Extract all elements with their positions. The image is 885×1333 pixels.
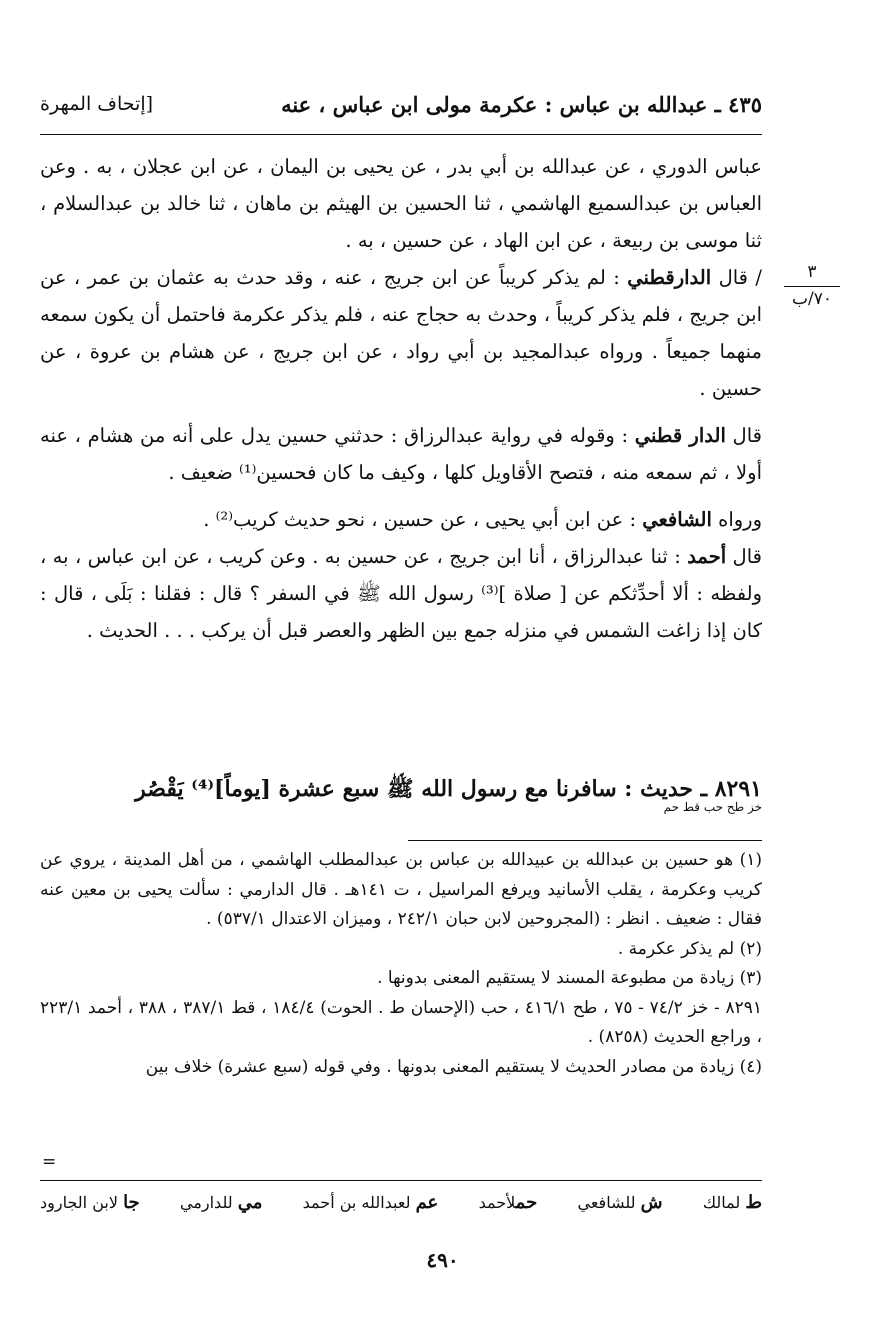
header-chapter-title: ٤٣٥ ـ عبدالله بن عباس : عكرمة مولى ابن عباس ، عنه bbox=[281, 91, 762, 117]
main-text bbox=[40, 148, 762, 649]
paragraph: / قال الدارقطني : لم يذكر كريباً عن ابن جريج ، عنه ، وقد حدث به عثمان بن عمر ، عن ابن جريج ، فلم يذكر كريباً ، وحدث به حجاج عنه ، فلم يذكر عكرمة فاحتمل أن يكون سمعه منهما جميعاً . ورواه عبدالمجيد بن أبي رواد ، عن ابن جريج ، عن هشام بن عروة ، عن حسين . bbox=[40, 266, 763, 400]
footnote: (٢) لم يذكر عكرمة . bbox=[617, 938, 762, 959]
footnote: (٣) زيادة من مطبوعة المسند لا يستقيم المعنى بدونها . bbox=[377, 968, 762, 988]
margin-note-folio: ٧٠/ب bbox=[792, 289, 832, 309]
hadith-source-codes: خز طح حب قط حم bbox=[663, 800, 762, 814]
abbreviation-item: عم لعبدالله بن أحمد bbox=[302, 1192, 439, 1213]
running-header bbox=[40, 82, 762, 126]
abbreviation-item: مي للدارمي bbox=[179, 1192, 263, 1213]
abbreviation-key bbox=[40, 1192, 762, 1222]
abbreviation-item: ش للشافعي bbox=[577, 1192, 663, 1213]
abbreviation-item: حملأحمد bbox=[478, 1192, 538, 1213]
margin-note bbox=[784, 262, 840, 309]
scholar-name: أحمد bbox=[687, 545, 727, 568]
paragraph: عباس الدوري ، عن عبدالله بن أبي بدر ، عن يحيى بن اليمان ، عن ابن عجلان ، به . وعن العباس بن عبدالسميع الهاشمي ، ثنا الحسين بن الهيثم بن ماهان ، ثنا خالد بن عبدالسلام ، ثنا موسى بن ربيعة ، عن ابن الهاد ، عن حسين ، به . bbox=[40, 155, 762, 252]
page-number: ٤٩٠ bbox=[426, 1248, 459, 1272]
abbreviation-item: جا لابن الجارود bbox=[40, 1192, 140, 1213]
scholar-name: الشافعي bbox=[642, 508, 712, 531]
paragraph: قال أحمد : ثنا عبدالرزاق ، أنا ابن جريج ، عن حسين به . وعن كريب ، عن ابن عباس ، به ، ولفظه : ألا أحدِّثكم عن [ صلاة ]⁽³⁾ رسول الله ﷺ في السفر ؟ قال : فقلنا : بَلَى ، قال : كان إذا زاغت الشمس في منزله جمع بين الظهر والعصر قبل أن يركب . . . الحديث . bbox=[40, 545, 762, 642]
header-rule bbox=[40, 134, 762, 135]
header-book-title: [إتحاف المهرة bbox=[40, 93, 154, 115]
scholar-name: الدارقطني bbox=[627, 266, 712, 289]
footnote: ٨٢٩١ - خز ٧٤/٢ - ٧٥ ، طح ٤١٦/١ ، حب (الإحسان ط . الحوت) ١٨٤/٤ ، قط ٣٨٧/١ ، ٣٨٨ ، أحمد ٢٢٣/١ ، وراجع الحديث (٨٢٥٨) . bbox=[40, 997, 762, 1047]
hadith-title: ٨٢٩١ ـ حديث : سافرنا مع رسول الله ﷺ سبع عشرة [يوماً]⁽⁴⁾ يَقْصُر bbox=[135, 776, 762, 802]
margin-note-divider bbox=[784, 286, 840, 287]
footnotes bbox=[40, 846, 762, 1082]
abbreviation-item: ط لمالك bbox=[702, 1192, 762, 1213]
paragraph: ورواه الشافعي : عن ابن أبي يحيى ، عن حسين ، نحو حديث كريب⁽²⁾ . bbox=[203, 508, 762, 531]
paragraph: قال الدار قطني : وقوله في رواية عبدالرزاق : حدثني حسين يدل على أنه من هشام ، عنه أولا ، ثم سمعه منه ، فتصح الأقاويل كلها ، وكيف ما كان فحسين⁽¹⁾ ضعيف . bbox=[40, 424, 762, 484]
footnote-rule bbox=[408, 840, 762, 841]
footnote: (١) هو حسين بن عبدالله بن عبيدالله بن عباس بن عبدالمطلب الهاشمي ، من أهل المدينة ، يروي عن كريب وعكرمة ، يقلب الأسانيد ويرفع المراسيل ، ت ١٤١هـ . قال الدارمي : سألت يحيى بن معين عنه فقال : ضعيف . انظر : (المجروحين لابن حبان ٢٤٢/١ ، وميزان الاعتدال ٥٣٧/١) . bbox=[40, 850, 762, 929]
footnote: (٤) زيادة من مصادر الحديث لا يستقيم المعنى بدونها . وفي قوله (سبع عشرة) خلاف بين bbox=[145, 1056, 762, 1077]
scholar-name: الدار قطني bbox=[634, 424, 726, 447]
footnote-continue-mark: = bbox=[42, 1152, 57, 1172]
footer-rule bbox=[40, 1180, 762, 1181]
margin-note-number: ٣ bbox=[807, 262, 817, 282]
hadith-heading bbox=[40, 772, 762, 814]
